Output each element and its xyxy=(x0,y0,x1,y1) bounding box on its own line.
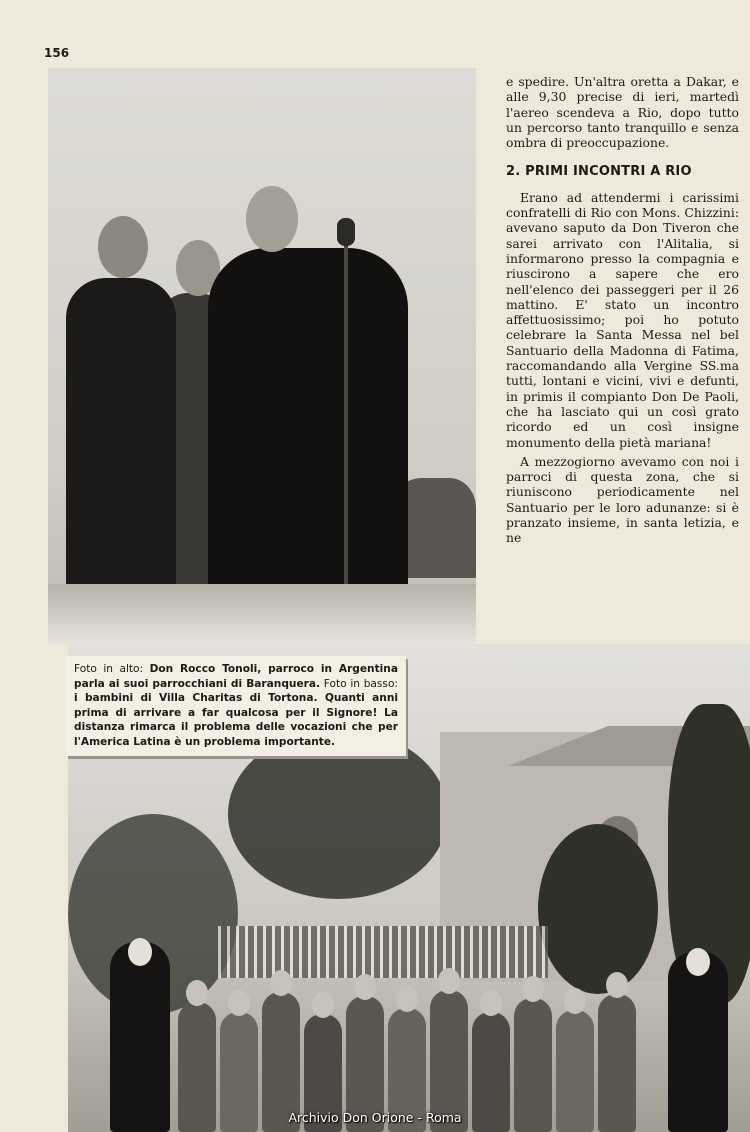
paragraph: e spedire. Un'altra oretta a Dakar, e alle 9,30 precise di ieri, martedì l'aereo scendeva a Rio, dopo tutto un percorso tanto tranquillo e senza ombra di preoccupazione. xyxy=(506,74,739,151)
microphone-icon xyxy=(337,218,355,246)
page-number: 156 xyxy=(44,46,70,60)
man-figure xyxy=(66,278,176,608)
priest-figure xyxy=(208,248,408,608)
group-of-children xyxy=(98,944,738,1132)
caption-label-top: Foto in alto: xyxy=(74,663,144,675)
article-column xyxy=(506,74,739,546)
photo-priest-speaking xyxy=(48,68,476,644)
caption-text-top: Don Rocco Tonoli, parroco in Argentina parla ai suoi parrocchiani di Baranquera. xyxy=(74,663,398,690)
caption-label-bottom: Foto in basso: xyxy=(323,677,398,690)
photo-caption xyxy=(66,656,406,756)
archive-watermark: Archivio Don Orione - Roma xyxy=(288,1110,462,1125)
paragraph: Erano ad attendermi i carissimi confratelli di Rio con Mons. Chizzini: avevano saputo da Don Tiveron che sarei arrivato con l'Alitalia, si informarono presso la compagnia e riuscirono a sapere che ero nell'elenco dei passeggeri per il 26 mattino. E' stato un incontro affettuosissimo; poi ho potuto celebrare la Santa Messa nel bel Santuario della Madonna di Fatima, raccomandando alla Vergine SS.ma tutti, lontani e vicini, vivi e defunti, in primis il compianto Don De Paoli, che ha lasciato qui un così grato ricordo ed un così insigne monumento della pietà mariana! xyxy=(506,189,739,450)
caption-text-bottom: i bambini di Villa Charitas di Tortona. Quanti anni prima di arrivare a far qualcosa per il Signore! La distanza rimarca il problema delle vocazioni che per l'America Latina è un problema importante. xyxy=(74,692,398,748)
microphone-stand xyxy=(344,238,348,608)
priest-head xyxy=(246,186,298,252)
man-head xyxy=(98,216,148,278)
nun-figure xyxy=(110,942,170,1132)
paragraph: A mezzogiorno avevamo con noi i parroci di questa zona, che si riuniscono periodicamente nel Santuario per le loro adunanze: si è pranzato insieme, in santa letizia, e ne xyxy=(506,453,739,546)
section-heading: 2. PRIMI INCONTRI A RIO xyxy=(506,164,692,180)
nun-figure xyxy=(668,952,728,1132)
